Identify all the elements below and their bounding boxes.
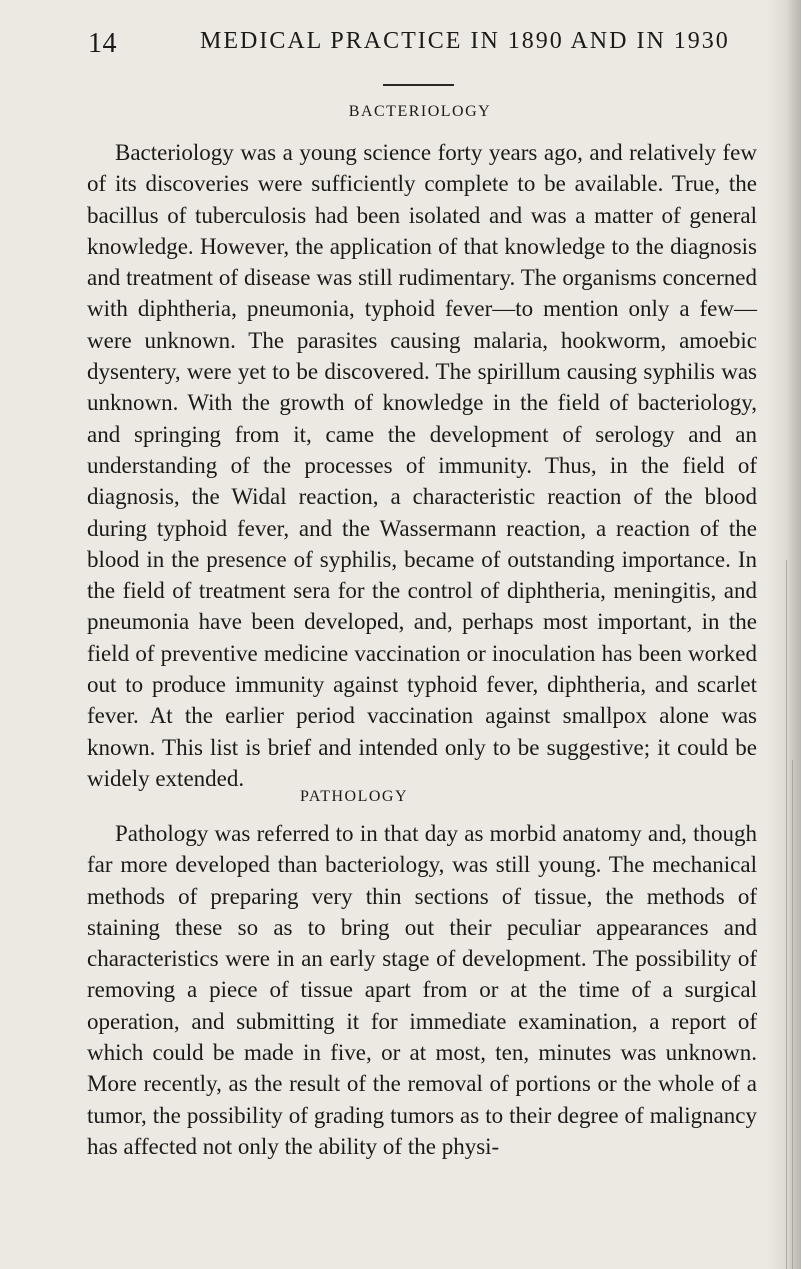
paragraph-bacteriology: Bacteriology was a young science forty years ago, and relatively few of its discoveries were sufficiently complete to be available. True, the bacillus of tuberculosis had been isolated and was a matter of general knowledge. However, the application of that knowledge to the diagnosis and treatment of disease was still rudimentary. The organisms concerned with diphtheria, pneumonia, typhoid fever—to mention only a few—were unknown. The parasites causing malaria, hookworm, amoebic dysentery, were yet to be discovered. The spirillum causing syphilis was unknown. With the growth of knowledge in the field of bacteriology, and springing from it, came the development of serology and an understanding of the processes of immunity. Thus, in the field of diagnosis, the Widal reaction, a characteristic reaction of the blood during typhoid fever, and the Wassermann reaction, a reaction of the blood in the presence of syphilis, became of outstanding importance. In the field of treatment sera for the control of diphtheria, meningitis, and pneumonia have been developed, and, perhaps most important, in the field of preventive medicine vaccination or inoculation has been worked out to produce immunity against typhoid fever, diphtheria, and scarlet fever. At the earlier period vaccination against smallpox alone was known. This list is brief and intended only to be suggestive; it could be widely extended.: [87, 140, 757, 791]
running-title: MEDICAL PRACTICE IN 1890 AND IN 1930: [200, 28, 730, 54]
section-body-bacteriology: [87, 137, 757, 794]
section-heading-pathology: PATHOLOGY: [300, 788, 409, 805]
section-rule: [383, 84, 454, 86]
page-edge-line: [792, 760, 793, 1269]
page-edge-shadow: [767, 0, 801, 1269]
paragraph-pathology: Pathology was referred to in that day as morbid anatomy and, though far more developed than bacteriology, was still young. The mechanical methods of preparing very thin sections of tissue, the methods of staining these so as to bring out their peculiar appearances and characteristics were in an early stage of development. The possibility of removing a piece of tissue apart from or at the time of a surgical operation, and submitting it for immediate examination, a report of which could be made in five, or at most, ten, minutes was unknown. More recently, as the result of the removal of portions or the whole of a tumor, the possibility of grading tumors as to their degree of malignancy has affected not only the ability of the physi-: [87, 821, 757, 1159]
page-number: 14: [88, 28, 117, 59]
running-head: [0, 28, 801, 68]
section-heading-bacteriology: BACTERIOLOGY: [348, 103, 492, 120]
page-edge-line: [786, 560, 787, 1269]
section-body-pathology: [87, 818, 757, 1162]
